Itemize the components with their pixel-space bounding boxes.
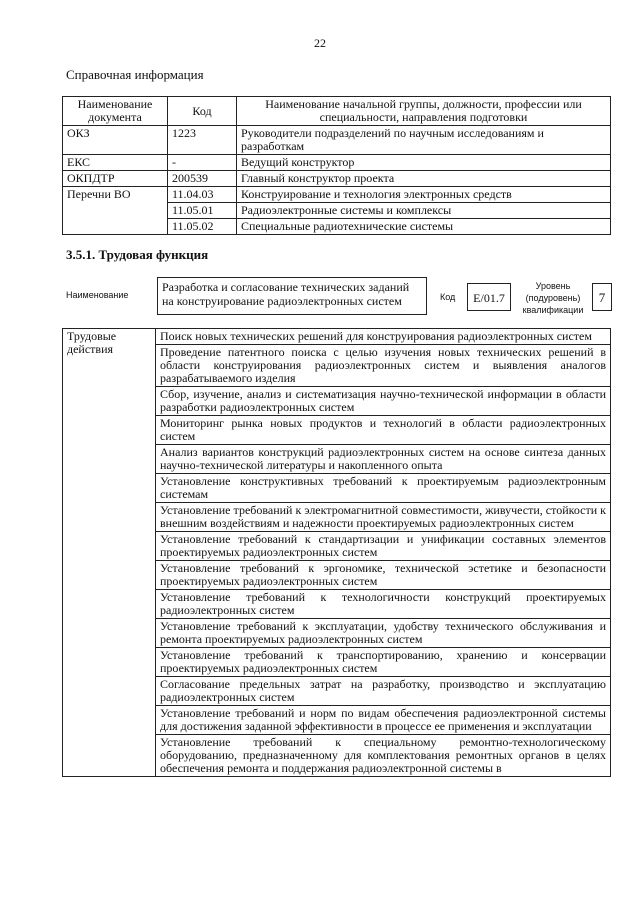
labor-action: Проведение патентного поиска с целью изучения новых технических решений в области конструирования радиоэлектронных систем и выявления аналогов разрабатываемого изделия — [156, 345, 611, 387]
labor-action: Установление требований к эксплуатации, удобству технического обслуживания и ремонта проектируемых радиоэлектронных систем — [156, 619, 611, 648]
row-code: 1223 — [168, 126, 237, 155]
qualification-level-label: Уровень (подуровень) квалификации — [522, 281, 584, 315]
table-row — [63, 187, 611, 203]
function-name-label: Наименование — [66, 290, 129, 300]
labor-action: Установление требований и норм по видам обеспечения радиоэлектронной системы для достижения заданной эффективности в процессе ее применения и эксплуатации — [156, 706, 611, 735]
labor-actions-label: Трудовые действия — [63, 329, 156, 777]
row-code: 11.05.01 — [168, 203, 237, 219]
function-name-box: Разработка и согласование технических заданий на конструирование радиоэлектронных систем — [157, 277, 427, 315]
labor-actions-table — [62, 328, 611, 777]
row-name: Конструирование и технология электронных средств — [237, 187, 611, 203]
reference-table-header — [63, 97, 611, 126]
function-code-box: E/01.7 — [467, 283, 511, 311]
qualification-level-box: 7 — [592, 283, 612, 311]
header-code: Код — [168, 97, 237, 126]
page-number: 22 — [314, 36, 326, 50]
row-code: 11.04.03 — [168, 187, 237, 203]
labor-action: Установление требований к стандартизации и унификации составных элементов проектируемых радиоэлектронных систем — [156, 532, 611, 561]
header-name: Наименование начальной группы, должности, профессии или специальности, направления подготовки — [237, 97, 611, 126]
table-row — [63, 155, 611, 171]
table-row — [63, 329, 611, 345]
labor-action: Мониторинг рынка новых продуктов и технологий в области радиоэлектронных систем — [156, 416, 611, 445]
labor-action: Установление конструктивных требований к проектируемым радиоэлектронным системам — [156, 474, 611, 503]
function-code-label: Код — [440, 292, 456, 302]
table-row — [63, 126, 611, 155]
labor-action: Сбор, изучение, анализ и систематизация научно-технической информации в области разработки радиоэлектронных систем — [156, 387, 611, 416]
header-document: Наименование документа — [63, 97, 168, 126]
row-name: Специальные радиотехнические системы — [237, 219, 611, 235]
row-name: Радиоэлектронные системы и комплексы — [237, 203, 611, 219]
row-document: ОКЗ — [63, 126, 168, 155]
labor-action: Установление требований к эргономике, технической эстетике и безопасности проектируемых радиоэлектронных систем — [156, 561, 611, 590]
reference-table — [62, 96, 611, 235]
labor-action: Установление требований к специальному ремонтно-технологическому оборудованию, предназначенному для комплектования ремонтных органов в целях обеспечения ремонта и поддержания радиоэлектронной системы в — [156, 735, 611, 777]
labor-action: Согласование предельных затрат на разработку, производство и эксплуатацию радиоэлектронных систем — [156, 677, 611, 706]
labor-action: Поиск новых технических решений для конструирования радиоэлектронных систем — [156, 329, 611, 345]
row-code: - — [168, 155, 237, 171]
table-row — [63, 171, 611, 187]
labor-function-heading: 3.5.1. Трудовая функция — [66, 247, 209, 262]
row-name: Ведущий конструктор — [237, 155, 611, 171]
reference-info-title: Справочная информация — [66, 67, 204, 82]
labor-action: Установление требований к электромагнитной совместимости, живучести, стойкости к внешним воздействиям и надежности проектируемых радиоэлектронных систем — [156, 503, 611, 532]
row-document: Перечни ВО — [63, 187, 168, 235]
row-code: 11.05.02 — [168, 219, 237, 235]
row-name: Главный конструктор проекта — [237, 171, 611, 187]
row-document: ЕКС — [63, 155, 168, 171]
labor-action: Установление требований к транспортированию, хранению и консервации проектируемых радиоэлектронных систем — [156, 648, 611, 677]
row-code: 200539 — [168, 171, 237, 187]
labor-action: Анализ вариантов конструкций радиоэлектронных систем на основе синтеза данных научно-технической литературы и накопленного опыта — [156, 445, 611, 474]
row-name: Руководители подразделений по научным исследованиям и разработкам — [237, 126, 611, 155]
labor-action: Установление требований к технологичности конструкций проектируемых радиоэлектронных систем — [156, 590, 611, 619]
row-document: ОКПДТР — [63, 171, 168, 187]
